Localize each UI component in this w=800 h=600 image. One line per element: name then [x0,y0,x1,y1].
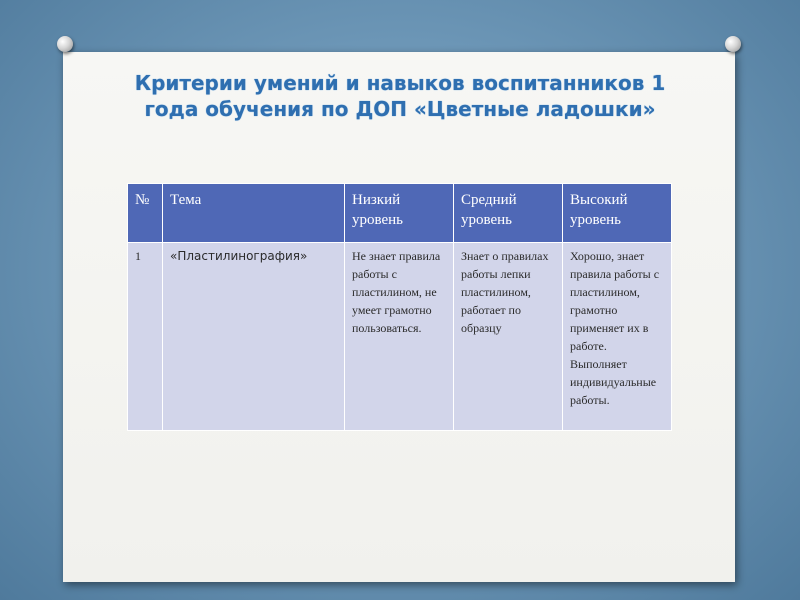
title-line-2: года обучения по ДОП «Цветные ладошки» [144,97,656,121]
slide-title [0,70,800,122]
table-header-row [128,184,672,243]
header-number: № [128,184,163,243]
row-medium-level: Знает о правилах работы лепки пластилином, работает по образцу [454,243,563,431]
criteria-table [127,183,672,431]
row-low-level: Не знает правила работы с пластилином, не умеет грамотно пользоваться. [345,243,454,431]
header-topic: Тема [163,184,345,243]
table-row [128,243,672,431]
title-line-1: Критерии умений и навыков воспитанников 1 [134,71,666,95]
pushpin-icon [725,36,741,52]
row-topic: «Пластилинография» [163,243,345,431]
header-high-level: Высокий уровень [563,184,672,243]
row-number: 1 [128,243,163,431]
row-high-level: Хорошо, знает правила работы с пластилином, грамотно применяет их в работе. Выполняет индивидуальные работы. [563,243,672,431]
pushpin-icon [57,36,73,52]
header-medium-level: Средний уровень [454,184,563,243]
header-low-level: Низкий уровень [345,184,454,243]
